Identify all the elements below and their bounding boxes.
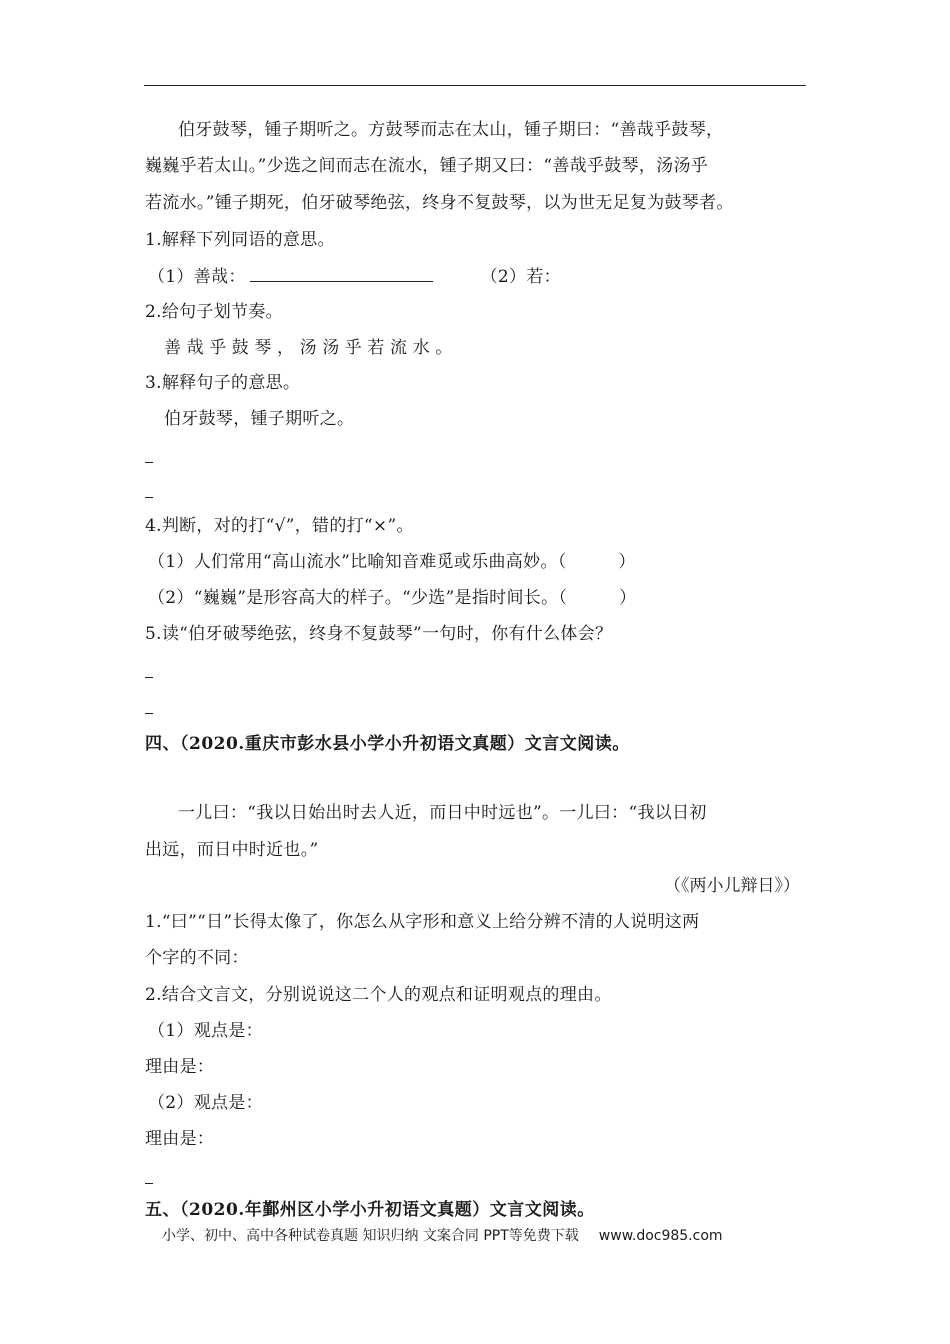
section4-q1-line2: 个字的不同： bbox=[145, 948, 249, 968]
q1-item1-answer-line[interactable] bbox=[250, 265, 433, 282]
section4-reason2: 理由是： bbox=[145, 1129, 215, 1149]
answer-dash-4 bbox=[145, 713, 153, 714]
footer-url[interactable]: www.doc985.com bbox=[598, 1228, 723, 1244]
answer-dash-3 bbox=[145, 677, 153, 678]
section4-q2-title: 2.结合文言文，分别说说这二个人的观点和证明观点的理由。 bbox=[145, 985, 612, 1005]
section4-heading: 四、（2020.重庆市彭水县小学小升初语文真题）文言文阅读。 bbox=[145, 734, 630, 754]
header-rule bbox=[144, 85, 806, 86]
q5-title: 5.读“伯牙破琴绝弦，终身不复鼓琴”一句时，你有什么体会？ bbox=[145, 624, 613, 644]
q3-sentence: 伯牙鼓琴，锺子期听之。 bbox=[164, 409, 355, 429]
q2-title: 2.给句子划节奏。 bbox=[145, 302, 283, 322]
page-footer bbox=[162, 1226, 723, 1246]
passage1-line3: 若流水。”锺子期死，伯牙破琴绝弦，终身不复鼓琴，以为世无足复为鼓琴者。 bbox=[145, 193, 734, 213]
section4-view2: （2）观点是： bbox=[148, 1093, 263, 1113]
q2-sentence: 善哉乎鼓琴，汤汤乎若流水。 bbox=[164, 338, 458, 358]
q1-title: 1.解释下列同语的意思。 bbox=[145, 230, 335, 250]
footer-text: 小学、初中、高中各种试卷真题 知识归纳 文案合同 PPT等免费下载 bbox=[162, 1228, 579, 1244]
section4-passage-line1: 一儿曰：“我以日始出时去人近，而日中时远也”。一儿曰：“我以日初 bbox=[178, 803, 707, 823]
passage1-line2: 巍巍乎若太山。”少选之间而志在流水，锺子期又曰：“善哉乎鼓琴，汤汤乎 bbox=[145, 156, 709, 176]
passage1-line1: 伯牙鼓琴，锺子期听之。方鼓琴而志在太山，锺子期曰：“善哉乎鼓琴， bbox=[178, 120, 724, 140]
q1-item-row bbox=[148, 265, 561, 288]
q4-item2: （2）“巍巍”是形容高大的样子。“少选”是指时间长。（ ） bbox=[148, 588, 637, 608]
answer-dash-1 bbox=[145, 462, 153, 463]
section4-reason1: 理由是： bbox=[145, 1057, 215, 1077]
answer-dash-5 bbox=[145, 1183, 153, 1184]
section4-view1: （1）观点是： bbox=[148, 1021, 263, 1041]
q4-item1: （1）人们常用“高山流水”比喻知音难觅或乐曲高妙。（ ） bbox=[148, 552, 636, 572]
q4-title: 4.判断，对的打“√”，错的打“×”。 bbox=[145, 516, 414, 536]
q1-item1-label: （1）善哉： bbox=[148, 267, 246, 287]
section4-q1-line1: 1.“曰”“日”长得太像了，你怎么从字形和意义上给分辨不清的人说明这两 bbox=[145, 912, 700, 932]
q3-title: 3.解释句子的意思。 bbox=[145, 373, 301, 393]
section4-source: （《两小儿辩日》） bbox=[664, 876, 800, 896]
section5-heading: 五、（2020.年鄞州区小学小升初语文真题）文言文阅读。 bbox=[145, 1200, 595, 1220]
section4-passage-line2: 出远，而日中时近也。” bbox=[145, 840, 319, 860]
answer-dash-2 bbox=[145, 497, 153, 498]
q1-item2-label: （2）若： bbox=[480, 267, 561, 287]
